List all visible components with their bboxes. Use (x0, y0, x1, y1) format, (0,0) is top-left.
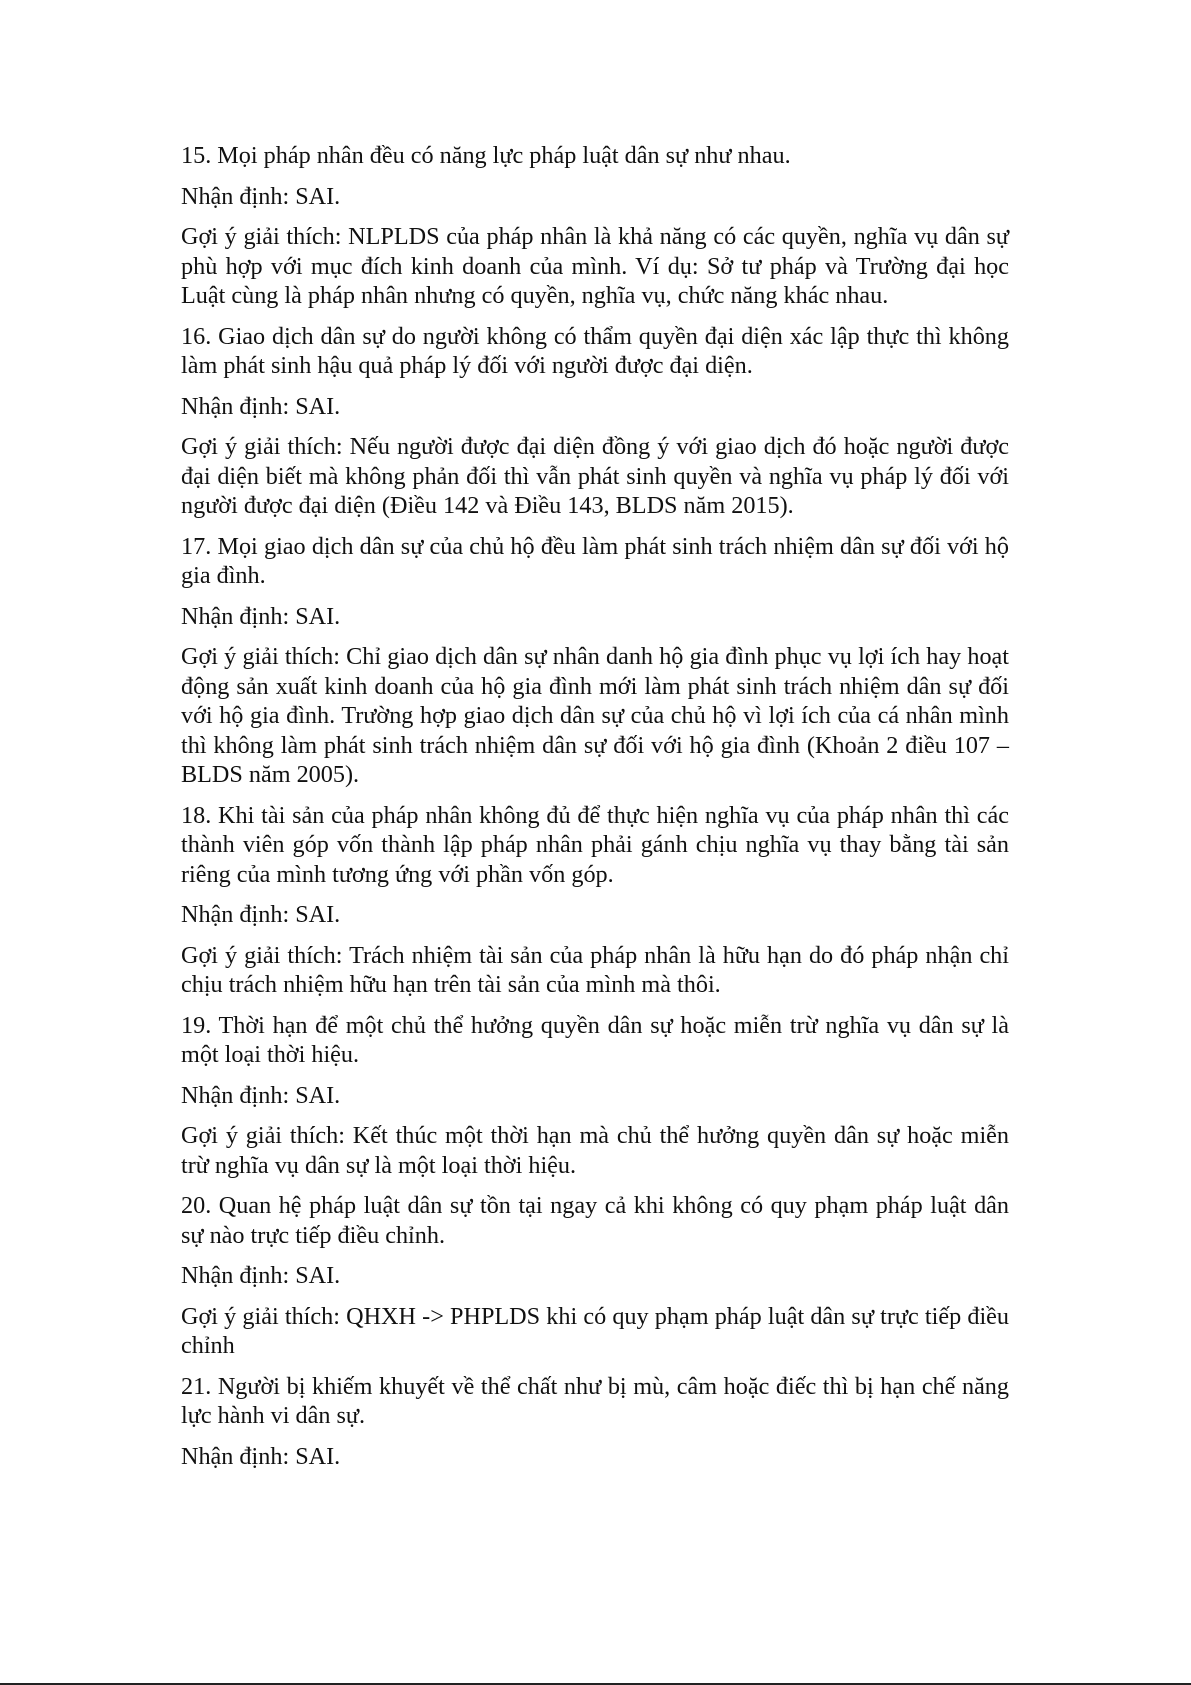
question-17: 17. Mọi giao dịch dân sự của chủ hộ đều làm phát sinh trách nhiệm dân sự đối với hộ gia đình. (181, 532, 1009, 589)
document-body (181, 141, 1009, 1471)
verdict-20: Nhận định: SAI. (181, 1262, 341, 1289)
question-15: 15. Mọi pháp nhân đều có năng lực pháp luật dân sự như nhau. (181, 142, 791, 169)
question-20: 20. Quan hệ pháp luật dân sự tồn tại ngay cả khi không có quy phạm pháp luật dân sự nào trực tiếp điều chỉnh. (181, 1192, 1009, 1249)
explanation-17: Gợi ý giải thích: Chỉ giao dịch dân sự nhân danh hộ gia đình phục vụ lợi ích hay hoạt động sản xuất kinh doanh của hộ gia đình mới làm phát sinh trách nhiệm dân sự đối với hộ gia đình. Trường hợp giao dịch dân sự của chủ hộ vì lợi ích của cá nhân mình thì không làm phát sinh trách nhiệm dân sự đối với hộ gia đình (Khoản 2 điều 107 – BLDS năm 2005). (181, 643, 1009, 788)
explanation-16: Gợi ý giải thích: Nếu người được đại diện đồng ý với giao dịch đó hoặc người được đại diện biết mà không phản đối thì vẫn phát sinh quyền và nghĩa vụ pháp lý đối với người được đại diện (Điều 142 và Điều 143, BLDS năm 2015). (181, 433, 1009, 519)
question-21: 21. Người bị khiếm khuyết về thể chất như bị mù, câm hoặc điếc thì bị hạn chế năng lực hành vi dân sự. (181, 1372, 1009, 1429)
verdict-21: Nhận định: SAI. (181, 1442, 341, 1470)
question-16: 16. Giao dịch dân sự do người không có thẩm quyền đại diện xác lập thực thì không làm phát sinh hậu quả pháp lý đối với người được đại diện. (181, 322, 1009, 379)
verdict-17: Nhận định: SAI. (181, 602, 341, 630)
verdict-15: Nhận định: SAI. (181, 182, 341, 210)
explanation-15: Gợi ý giải thích: NLPLDS của pháp nhân là khả năng có các quyền, nghĩa vụ dân sự phù hợp với mục đích kinh doanh của mình. Ví dụ: Sở tư pháp và Trường đại học Luật cùng là pháp nhân nhưng có quyền, nghĩa vụ, chức năng khác nhau. (181, 223, 1009, 309)
question-19: 19. Thời hạn để một chủ thể hưởng quyền dân sự hoặc miễn trừ nghĩa vụ dân sự là một loại thời hiệu. (181, 1011, 1009, 1068)
verdict-16: Nhận định: SAI. (181, 392, 341, 420)
explanation-19: Gợi ý giải thích: Kết thúc một thời hạn mà chủ thể hưởng quyền dân sự hoặc miễn trừ nghĩa vụ dân sự là một loại thời hiệu. (181, 1122, 1009, 1179)
explanation-20: Gợi ý giải thích: QHXH -> PHPLDS khi có quy phạm pháp luật dân sự trực tiếp điều chỉnh (181, 1302, 1009, 1359)
verdict-19: Nhận định: SAI. (181, 1081, 341, 1109)
explanation-18: Gợi ý giải thích: Trách nhiệm tài sản của pháp nhân là hữu hạn do đó pháp nhận chỉ chịu trách nhiệm hữu hạn trên tài sản của mình mà thôi. (181, 941, 1009, 998)
verdict-18: Nhận định: SAI. (181, 901, 341, 928)
question-18: 18. Khi tài sản của pháp nhân không đủ để thực hiện nghĩa vụ của pháp nhân thì các thành viên góp vốn thành lập pháp nhân phải gánh chịu nghĩa vụ thay bằng tài sản riêng của mình tương ứng với phần vốn góp. (181, 801, 1009, 888)
